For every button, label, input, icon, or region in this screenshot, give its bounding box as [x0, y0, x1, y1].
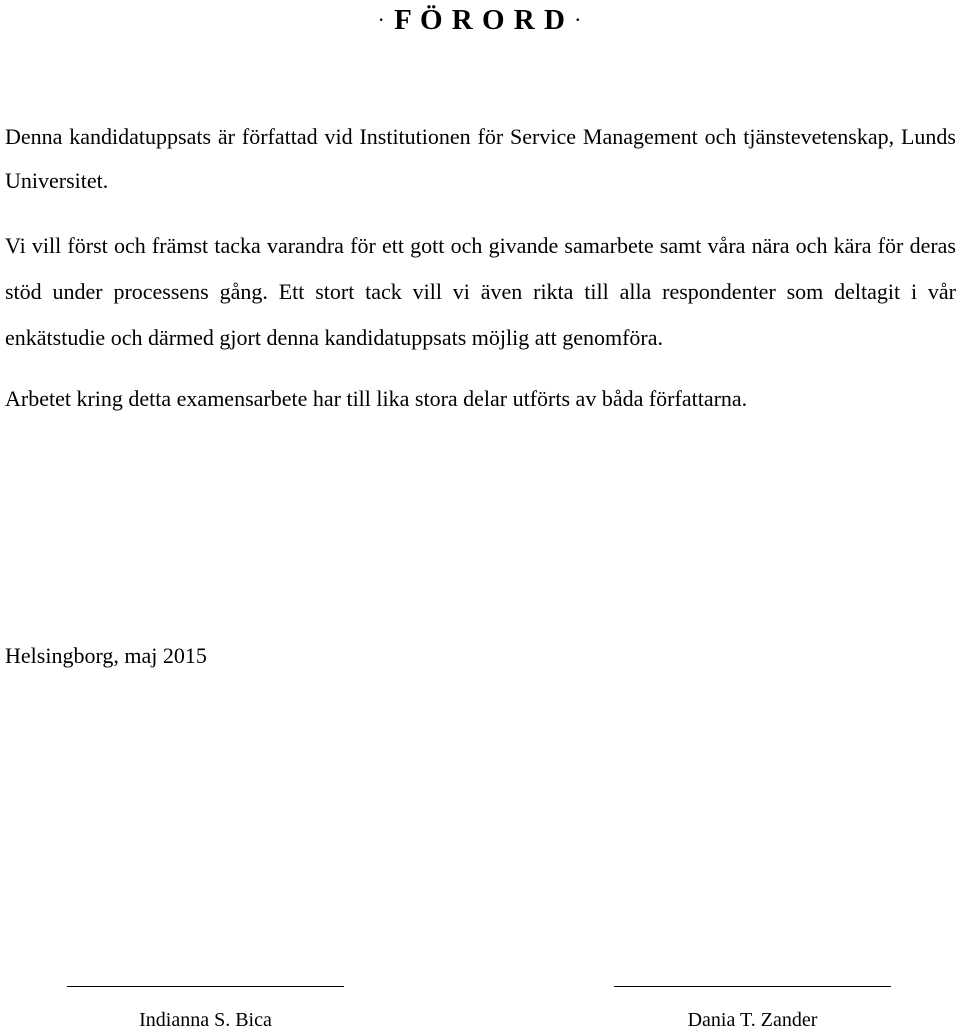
paragraph-contribution: Arbetet kring detta examensarbete har till lika stora delar utförts av båda författarna.	[5, 386, 748, 411]
paragraph-acknowledgements: Vi vill först och främst tacka varandra för ett gott och givande samarbete samt våra nära och kära för deras stöd under processens gång. Ett stort tack vill vi även rikta till alla respondenter som deltagit i vår enkätstudie och därmed gjort denna kandidatuppsats möjlig att genomföra.	[5, 233, 956, 350]
paragraph-intro: Denna kandidatuppsats är författad vid Institutionen för Service Management och tjänstevetenskap, Lunds Universitet.	[5, 124, 956, 193]
page-title	[0, 2, 960, 38]
place-date: Helsingborg, maj 2015	[5, 643, 207, 668]
title-dot-left: ·	[377, 7, 386, 32]
signature-line-2	[614, 986, 891, 987]
title-dot-right: ·	[574, 7, 583, 32]
signature-name-2: Dania T. Zander	[687, 1009, 818, 1031]
title-text: F Ö R O R D	[394, 4, 566, 36]
signature-name-1: Indianna S. Bica	[139, 1009, 272, 1031]
signature-line-1	[67, 986, 344, 987]
